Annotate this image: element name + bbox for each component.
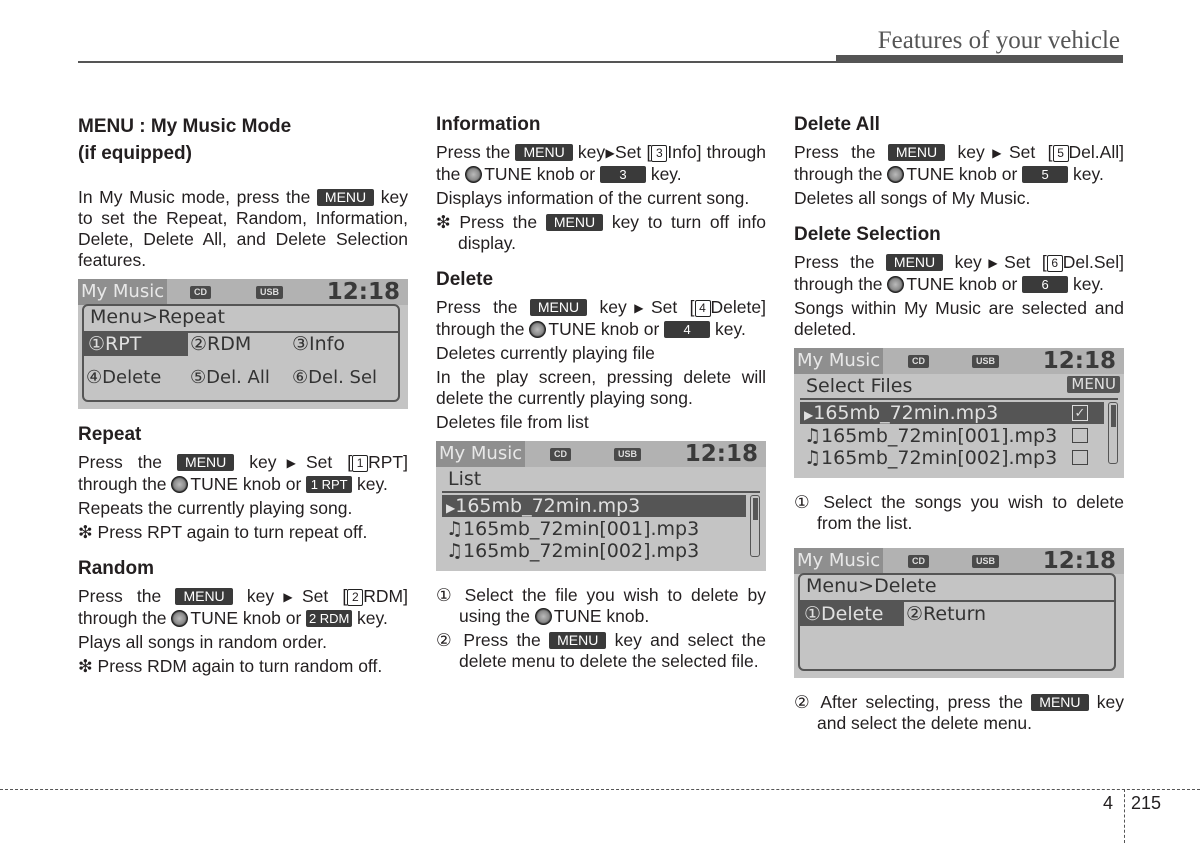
tune-knob-icon: [465, 166, 482, 183]
delete-desc-3: Deletes file from list: [436, 412, 589, 432]
column-3: [794, 113, 1124, 737]
footer-rule: [0, 789, 1200, 790]
usb-icon: USB: [972, 355, 999, 368]
tune-knob-icon: [171, 610, 188, 627]
tune-knob-icon: [887, 276, 904, 293]
key-5-icon: 5: [1022, 166, 1068, 183]
lcd-opt-delete: ④Delete: [86, 367, 162, 388]
tune-knob-icon: [887, 166, 904, 183]
information-title: Information: [436, 114, 541, 135]
lcd-file-3: ♫165mb_72min[002].mp3: [446, 540, 700, 562]
checkbox-empty-icon: [1072, 428, 1088, 443]
delete-selection-instruction: Press the MENU key▶Set [ 6 Del.Sel] through the TUNE knob or 6 key.: [794, 252, 1124, 294]
cd-icon: CD: [550, 448, 571, 461]
delete-title: Delete: [436, 269, 494, 290]
lcd-select-file-3: ♫165mb_72min[002].mp3: [804, 447, 1058, 469]
menu-key-icon: MENU: [530, 299, 587, 316]
key-6-icon: 6: [1022, 276, 1068, 293]
menu-key-icon: MENU: [175, 588, 232, 605]
random-instruction: Press the MENU key▶Set [ 2 RDM] through the TUNE knob or 2 RDM key.: [78, 586, 408, 628]
tune-knob-icon: [529, 321, 546, 338]
lcd-time: 12:18: [326, 279, 400, 305]
intro-paragraph: In My Music mode, press the MENU key to set the Repeat, Random, Information, Delete, Delete All, and Delete Selection features.: [78, 187, 408, 270]
lcd-list: [436, 441, 766, 571]
lcd-menu-delete: [794, 548, 1124, 678]
lcd-select-file-2: ♫165mb_72min[001].mp3: [804, 425, 1058, 447]
lcd-select-files: [794, 348, 1124, 478]
lcd-my-music: My Music: [436, 441, 525, 467]
checkbox-empty-icon: [1072, 450, 1088, 465]
repeat-instruction: Press the MENU key▶Set [ 1 RPT] through the TUNE knob or 1 RPT key.: [78, 452, 408, 494]
rdm-key-icon: 2 RDM: [306, 610, 352, 627]
column-2: [436, 113, 766, 675]
repeat-note: ❇ Press RPT again to turn repeat off.: [78, 522, 368, 542]
page-number: 215: [1131, 793, 1162, 813]
chapter-number: 4: [1103, 793, 1114, 813]
lcd-opt-rdm: ②RDM: [190, 333, 252, 355]
lcd-opt-delete: ①Delete: [800, 602, 904, 626]
lcd-time: 12:18: [1042, 548, 1116, 574]
column-1: [78, 113, 408, 680]
delete-all-desc: Deletes all songs of My Music.: [794, 188, 1031, 208]
tune-knob-icon: [171, 476, 188, 493]
footer-divider: [1124, 789, 1125, 843]
lcd-menu-repeat: [78, 279, 408, 409]
menu-key-icon: MENU: [888, 144, 945, 161]
lcd-path: Menu>Repeat: [90, 306, 225, 328]
menu-key-icon: MENU: [546, 214, 603, 231]
lcd-my-music: My Music: [78, 279, 167, 305]
lcd-select-title: Select Files: [806, 375, 913, 397]
lcd-time: 12:18: [684, 441, 758, 467]
lcd-my-music: My Music: [794, 348, 883, 374]
lcd-time: 12:18: [1042, 348, 1116, 374]
lcd-select-file-1: ▶165mb_72min.mp3: [804, 402, 999, 424]
key-3-icon: 3: [600, 166, 646, 183]
cd-icon: CD: [908, 355, 929, 368]
random-title: Random: [78, 558, 154, 579]
delete-desc-2: In the play screen, pressing delete will delete the currently playing song.: [436, 367, 766, 408]
lcd-opt-delsel: ⑥Del. Sel: [292, 367, 378, 388]
menu-key-icon: MENU: [317, 189, 374, 206]
page-header-title: Features of your vehicle: [877, 27, 1120, 54]
section-title: MENU : My Music Mode (if equipped): [78, 116, 292, 164]
rpt-key-icon: 1 RPT: [306, 476, 352, 493]
lcd-scrollbar: [750, 495, 760, 557]
cd-icon: CD: [908, 555, 929, 568]
random-desc: Plays all songs in random order.: [78, 632, 328, 652]
information-instruction: Press the MENU key▶Set [ 3 Info] through the TUNE knob or 3 key.: [436, 142, 766, 184]
delete-selection-title: Delete Selection: [794, 224, 941, 245]
delsel-step-2: ② After selecting, press the MENU key and select the delete menu.: [794, 692, 1124, 733]
lcd-my-music: My Music: [794, 548, 883, 574]
delete-desc-1: Deletes currently playing file: [436, 343, 655, 363]
delete-all-instruction: Press the MENU key▶Set [ 5 Del.All] through the TUNE knob or 5 key.: [794, 142, 1124, 184]
lcd-file-1: ▶165mb_72min.mp3: [446, 495, 641, 517]
menu-key-icon: MENU: [886, 254, 943, 271]
checkbox-checked-icon: ✓: [1072, 405, 1088, 421]
delete-instruction: Press the MENU key▶Set [ 4 Delete] through the TUNE knob or 4 key.: [436, 297, 766, 339]
lcd-list-title: List: [448, 468, 482, 490]
random-note: ❇ Press RDM again to turn random off.: [78, 656, 383, 676]
delete-step-1: ① Select the file you wish to delete by using the TUNE knob.: [436, 585, 766, 626]
cd-icon: CD: [190, 286, 211, 299]
usb-icon: USB: [614, 448, 641, 461]
menu-key-icon: MENU: [549, 632, 606, 649]
lcd-opt-delall: ⑤Del. All: [190, 367, 270, 388]
usb-icon: USB: [256, 286, 283, 299]
lcd-menu-label: MENU: [1067, 376, 1120, 393]
information-desc: Displays information of the current song.: [436, 188, 750, 208]
delete-selection-desc: Songs within My Music are selected and deleted.: [794, 298, 1124, 339]
delete-step-2: ② Press the MENU key and select the delete menu to delete the selected file.: [436, 630, 766, 671]
lcd-opt-return: ②Return: [906, 603, 987, 625]
lcd-scrollbar: [1108, 402, 1118, 464]
delete-all-title: Delete All: [794, 114, 880, 135]
tune-knob-icon: [535, 608, 552, 625]
repeat-desc: Repeats the currently playing song.: [78, 498, 353, 518]
lcd-path: Menu>Delete: [806, 575, 937, 597]
menu-key-icon: MENU: [177, 454, 234, 471]
usb-icon: USB: [972, 555, 999, 568]
lcd-file-2: ♫165mb_72min[001].mp3: [446, 518, 700, 540]
delsel-step-1: ① Select the songs you wish to delete from the list.: [794, 492, 1124, 533]
menu-key-icon: MENU: [515, 144, 572, 161]
lcd-opt-info: ③Info: [292, 333, 345, 355]
lcd-opt-rpt: ①RPT: [84, 332, 188, 356]
header-rule: [78, 61, 1123, 63]
repeat-title: Repeat: [78, 424, 142, 445]
menu-key-icon: MENU: [1031, 694, 1088, 711]
information-note: ❇ Press the MENU key to turn off info display.: [436, 212, 766, 253]
key-4-icon: 4: [664, 321, 710, 338]
